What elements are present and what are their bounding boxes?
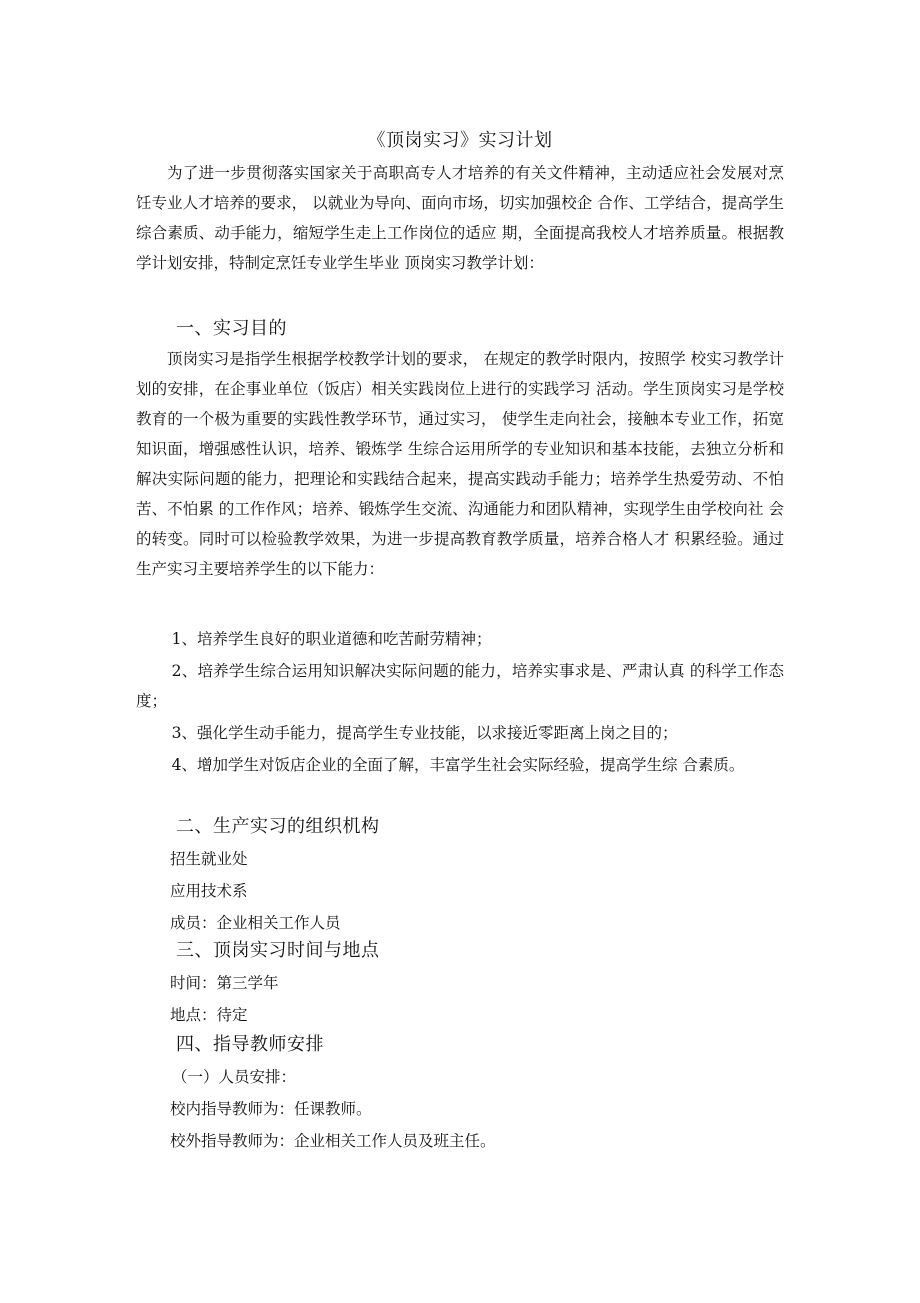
document-title: 《顶岗实习》实习计划 [367,130,553,151]
org-line-3: 成员：企业相关工作人员 [170,914,341,932]
location-line: 地点：待定 [170,1006,248,1024]
list-item-2: 2、培养学生综合运用知识解决实际问题的能力，培养实事求是、严肃认真 的科学工作态度； [136,662,784,710]
section-4-subheading: （一）人员安排： [172,1068,297,1086]
intro-paragraph: 为了进一步贯彻落实国家关于高职高专人才培养的有关文件精神，主动适应社会发展对烹饪专业人才培养的要求， 以就业为导向、面向市场，切实加强校企 合作、工学结合，提高学生综合素质、动手能力，缩短学生走上工作岗位的适应 期，全面提高我校人才培养质量。根据教学计划安排，特制定烹饪专业学生毕业 顶岗实习教学计划： [136,164,784,272]
time-line: 时间：第三学年 [170,974,279,992]
section-1-body: 顶岗实习是指学生根据学校教学计划的要求， 在规定的教学时限内，按照学 校实习教学计划的安排，在企事业单位（饭店）相关实践岗位上进行的实践学习 活动。学生顶岗实习是学校教育的一个极为重要的实践性教学环节，通过实习， 使学生走向社会，接触本专业工作，拓宽知识面，增强感性认识，培养、锻炼学 生综合运用所学的专业知识和基本技能，去独立分析和解决实际问题的能力，把理论和实践结合起来，提高实践动手能力；培养学生热爱劳动、不怕苦、不怕累 的工作作风；培养、锻炼学生交流、沟通能力和团队精神，实现学生由学校向社 会的转变。同时可以检验教学效果，为进一步提高教育教学质量，培养合格人才 积累经验。通过生产实习主要培养学生的以下能力： [136,350,784,578]
org-line-1: 招生就业处 [170,850,248,868]
section-1-heading: 一、实习目的 [176,318,287,339]
org-line-2: 应用技术系 [170,882,248,900]
list-item-4: 4、增加学生对饭店企业的全面了解，丰富学生社会实际经验，提高学生综 合素质。 [171,756,745,774]
section-4-heading: 四、指导教师安排 [176,1034,324,1055]
teacher-line-1: 校内指导教师为：任课教师。 [170,1100,372,1118]
list-item-1: 1、培养学生良好的职业道德和吃苦耐劳精神； [171,630,492,648]
section-3-heading: 三、顶岗实习时间与地点 [176,940,380,961]
section-2-heading: 二、生产实习的组织机构 [176,816,380,837]
list-item-3: 3、强化学生动手能力，提高学生专业技能，以求接近零距离上岗之目的； [171,724,678,742]
teacher-line-2: 校外指导教师为：企业相关工作人员及班主任。 [170,1132,496,1150]
